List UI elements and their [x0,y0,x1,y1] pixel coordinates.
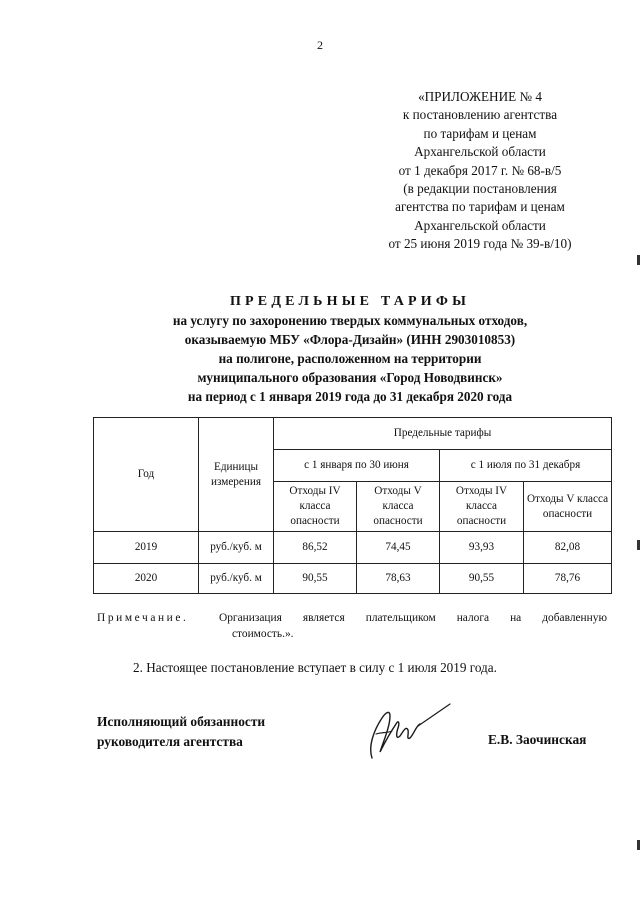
appendix-line: к постановлению агентства [402,107,558,123]
header-class-iv: Отходы IV класса опасности [440,482,524,532]
header-class-v: Отходы V класса опасности [524,482,612,532]
header-class-v: Отходы V класса опасности [357,482,440,532]
signer-title-line: Исполняющий обязанности [97,714,266,729]
note-word: плательщиком [365,612,436,624]
appendix-line: «ПРИЛОЖЕНИЕ № 4 [418,89,542,104]
cell-value: 93,93 [440,532,524,564]
appendix-line: Архангельской области [414,144,546,160]
document-title [60,292,640,406]
title-line: на услугу по захоронению твердых коммунальных отходов, [172,313,528,328]
page-number: 2 [317,38,323,52]
cell-value: 90,55 [440,564,524,594]
note-word: является [302,612,345,624]
header-period-1: с 1 января по 30 июня [274,450,440,482]
cell-value: 78,76 [524,564,612,594]
table-row [94,564,612,594]
signer-name: Е.В. Заочинская [488,732,587,747]
signer-title [97,712,265,752]
cell-value: 78,63 [357,564,440,594]
appendix-line: от 25 июня 2019 года № 39-в/10) [388,236,572,252]
table-row [94,532,612,564]
header-year: Год [94,418,199,532]
title-line: на период с 1 января 2019 года до 31 декабря 2020 года [187,389,513,404]
title-heading: ПРЕДЕЛЬНЫЕ ТАРИФЫ [229,294,471,309]
appendix-header [360,88,600,254]
cell-unit: руб./куб. м [199,564,274,594]
appendix-line: от 1 декабря 2017 г. № 68-в/5 [398,162,562,178]
cell-value: 82,08 [524,532,612,564]
title-line: на полигоне, расположенном на территории [218,351,482,366]
note-word: добавленную [542,612,607,624]
header-class-iv: Отходы IV класса опасности [274,482,357,532]
appendix-line: по тарифам и ценам [423,125,537,141]
cell-value: 74,45 [357,532,440,564]
title-line: муниципального образования «Город Новодвинск» [197,370,503,385]
note-word: на [510,612,522,624]
header-period-2: с 1 июля по 31 декабря [440,450,612,482]
header-tariffs: Предельные тарифы [274,418,612,450]
header-unit: Единицы измерения [199,418,274,532]
cell-year: 2020 [94,564,199,594]
appendix-line: (в редакции постановления [403,181,557,197]
handwritten-signature [362,700,462,764]
cell-value: 90,55 [274,564,357,594]
tariff-table [93,417,612,594]
decree-paragraph: 2. Настоящее постановление вступает в силу с 1 июля 2019 года. [133,660,497,675]
note-word: Организация [219,612,282,624]
cell-unit: руб./куб. м [199,532,274,564]
appendix-line: агентства по тарифам и ценам [395,199,565,215]
note [97,611,607,642]
appendix-line: Архангельской области [414,217,546,233]
note-continuation: стоимость.». [232,627,294,640]
title-line: оказываемую МБУ «Флора-Дизайн» (ИНН 2903010853) [184,332,516,347]
signer-title-line: руководителя агентства [97,734,243,749]
note-label: Примечание. [97,612,189,624]
cell-year: 2019 [94,532,199,564]
note-word: налога [456,612,490,624]
cell-value: 86,52 [274,532,357,564]
